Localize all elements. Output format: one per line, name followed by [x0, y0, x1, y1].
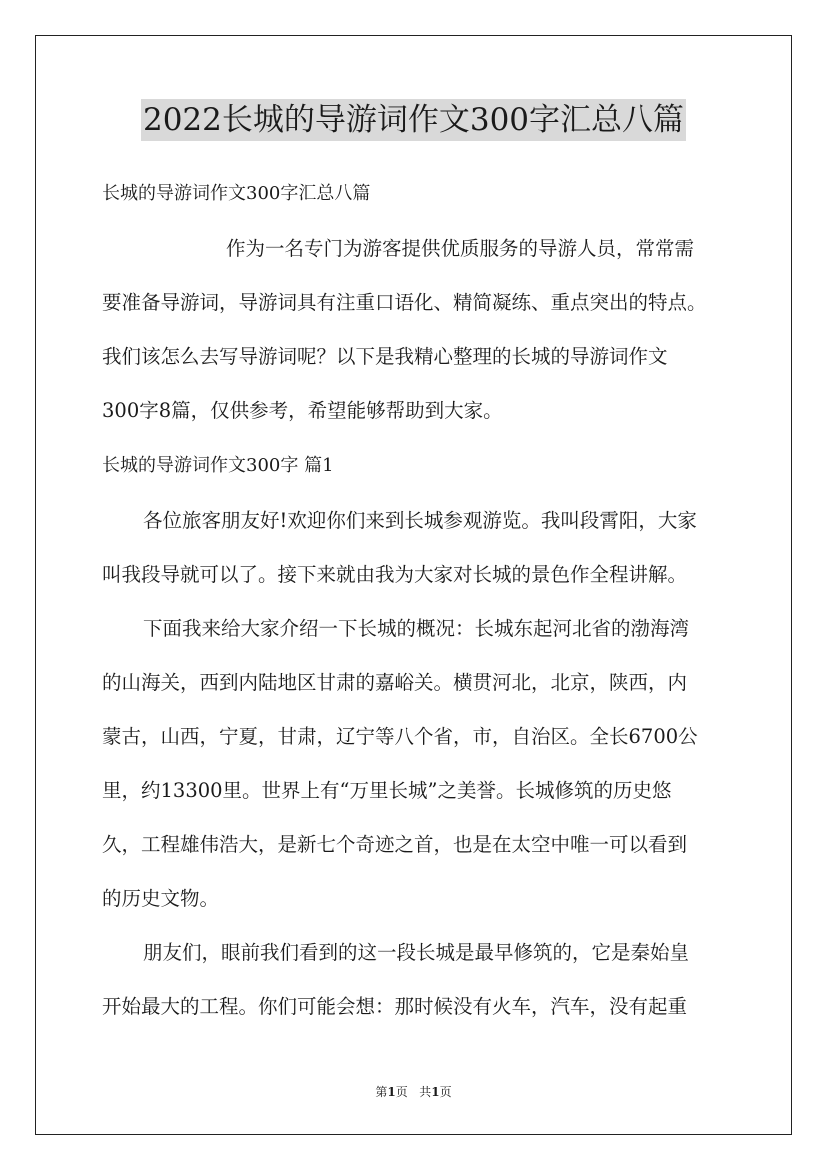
total-label-suffix: 页 — [439, 1085, 452, 1099]
paragraph-line: 300字8篇，仅供参考，希望能够帮助到大家。 — [102, 399, 503, 422]
page-footer — [0, 1084, 827, 1100]
total-pages: 1 — [431, 1085, 440, 1099]
title-container — [0, 99, 827, 141]
paragraph-line: 开始最大的工程。你们可能会想：那时候没有火车，汽车，没有起重 — [102, 995, 688, 1018]
paragraph-line: 下面我来给大家介绍一下长城的概况：长城东起河北省的渤海湾 — [143, 617, 690, 640]
paragraph-line: 要准备导游词，导游词具有注重口语化、精简凝练、重点突出的特点。 — [102, 291, 707, 314]
total-label-prefix: 共 — [419, 1085, 432, 1099]
paragraph-line: 朋友们，眼前我们看到的这一段长城是最早修筑的，它是秦始皇 — [143, 941, 690, 964]
paragraph-line: 久，工程雄伟浩大，是新七个奇迹之首，也是在太空中唯一可以看到 — [102, 833, 688, 856]
paragraph-line: 叫我段导就可以了。接下来就由我为大家对长城的景色作全程讲解。 — [102, 563, 688, 586]
paragraph-line: 的山海关，西到内陆地区甘肃的嘉峪关。横贯河北，北京，陕西，内 — [102, 671, 688, 694]
page-label-prefix: 第 — [375, 1085, 388, 1099]
paragraph-line: 里，约13300里。世界上有“万里长城”之美誉。长城修筑的历史悠 — [102, 779, 672, 802]
paragraph-line: 的历史文物。 — [102, 887, 220, 910]
subtitle-line: 长城的导游词作文300字汇总八篇 — [102, 183, 371, 204]
document-title: 2022长城的导游词作文300字汇总八篇 — [141, 99, 686, 141]
paragraph-line: 各位旅客朋友好!欢迎你们来到长城参观游览。我叫段霄阳，大家 — [143, 509, 697, 532]
paragraph-line: 作为一名专门为游客提供优质服务的导游人员，常常需 — [226, 237, 695, 260]
section-heading: 长城的导游词作文300字 篇1 — [102, 455, 334, 476]
page-number: 1 — [387, 1085, 396, 1099]
page-label-suffix: 页 — [395, 1085, 408, 1099]
paragraph-line: 蒙古，山西，宁夏，甘肃，辽宁等八个省，市，自治区。全长6700公 — [102, 725, 698, 748]
paragraph-line: 我们该怎么去写导游词呢？以下是我精心整理的长城的导游词作文 — [102, 345, 668, 368]
